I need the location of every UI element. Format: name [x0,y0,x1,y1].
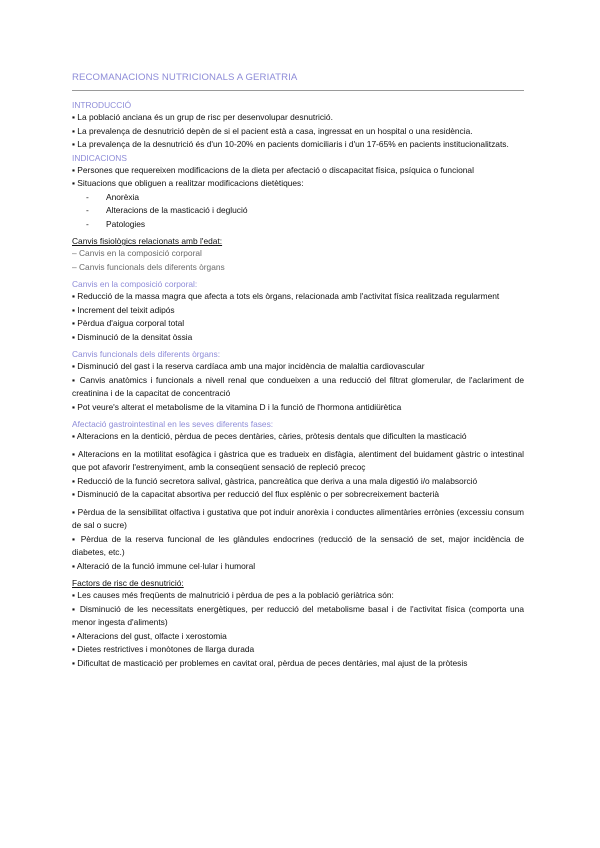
funcionals-item: ▪ Canvis anatòmics i funcionals a nivell renal que condueixen a una reducció del filtrat glomerular, de l'aclariment de creatinina i de la capacitat de concentració [72,374,524,398]
indicacions-subitem: - Alteracions de la masticació i deglució [86,205,248,215]
heading-canvis-fisiologics: Canvis fisiològics relacionats amb l'edat: [72,236,223,246]
intro-item: ▪ La prevalença de la desnutrició és d'un 10-20% en pacients domiciliaris i d'un 17-65% en pacients institucionalitzats. [72,139,509,149]
factors-item: ▪ Les causes més freqüents de malnutrició i pèrdua de pes a la població geriàtrica són: [72,590,394,600]
gastro-item: ▪ Pèrdua de la reserva funcional de les glàndules endocrines (reducció de la sensació de set, major incidència de diabetes, etc.) [72,533,524,557]
indicacions-subitem: - Patologies [86,218,146,229]
title-divider [72,90,524,91]
canvis-item: – Canvis en la composició corporal [72,248,202,258]
composicio-item: ▪ Disminució de la densitat òssia [72,331,193,342]
heading-canvis-funcionals: Canvis funcionals dels diferents òrgans: [72,349,221,359]
heading-indicacions: INDICACIONS [72,152,127,163]
composicio-item: ▪ Increment del teixit adipós [72,304,175,315]
indicacions-subitem: - Anorèxia [86,191,140,202]
factors-item: ▪ Dificultat de masticació per problemes en cavitat oral, pèrdua de peces dentàries, mal ajust de la pròtesis [72,657,468,668]
indicacions-item: ▪ Persones que requereixen modificacions de la dieta per afectació o discapacitat física, psíquica o funcional [72,164,474,175]
canvis-item: – Canvis funcionals dels diferents òrgans [72,261,225,272]
funcionals-item: ▪ Pot veure's alterat el metabolisme de la vitamina D i la funció de l'hormona antidiürètica [72,401,402,412]
factors-item: ▪ Alteracions del gust, olfacte i xerostomia [72,630,227,641]
intro-item: ▪ La població anciana és un grup de risc per desenvolupar desnutrició. [72,112,333,122]
funcionals-item: ▪ Disminució del gast i la reserva cardíaca amb una major incidència de malaltia cardiovascular [72,361,425,371]
factors-item: ▪ Disminució de les necessitats energètiques, per reducció del metabolisme basal i de l'activitat física (comporta una menor ingesta d'aliments) [72,603,524,627]
heading-introduccio: INTRODUCCIÓ [72,100,132,110]
document-title: RECOMANACIONS NUTRICIONALS A GERIATRIA [72,72,298,83]
intro-item: ▪ La prevalença de desnutrició depèn de si el pacient està a casa, ingressat en un hospital o una residència. [72,125,473,136]
factors-item: ▪ Dietes restrictives i monòtones de llarga durada [72,644,255,654]
gastro-item: ▪ Alteracions en la dentició, pèrdua de peces dentàries, càries, pròtesis dentals que dificulten la masticació [72,431,467,441]
gastro-item: ▪ Disminució de la capacitat absortiva per reducció del flux esplènic o per sobrecreixement bacterià [72,489,439,499]
heading-composicio-corporal: Canvis en la composició corporal: [72,279,198,289]
document-page [72,72,524,670]
composicio-item: ▪ Reducció de la massa magra que afecta a tots els òrgans, relacionada amb l'activitat física realitzada regularment [72,291,500,301]
heading-factors-risc: Factors de risc de desnutrició: [72,578,184,588]
gastro-item: ▪ Pèrdua de la sensibilitat olfactiva i gustativa que pot induir anorèxia i conductes alimentàries errònies (excessiu consum de sal o sucre) [72,506,524,530]
heading-afectacio-gastrointestinal: Afectació gastrointestinal en les seves diferents fases: [72,419,274,429]
gastro-item: ▪ Alteracions en la motilitat esofàgica i gàstrica que es tradueix en disfàgia, alentiment del buidament gàstric o intestinal que pot afavorir l'estrenyiment, amb la conseqüent sensació de repleció precoç [72,448,524,472]
gastro-item: ▪ Alteració de la funció immune cel·lular i humoral [72,560,256,571]
gastro-item: ▪ Reducció de la funció secretora salival, gàstrica, pancreàtica que deriva a una mala digestió i/o malabsorció [72,475,478,486]
composicio-item: ▪ Pèrdua d'aigua corporal total [72,318,185,328]
indicacions-item: ▪ Situacions que obliguen a realitzar modificacions dietètiques: [72,178,304,188]
